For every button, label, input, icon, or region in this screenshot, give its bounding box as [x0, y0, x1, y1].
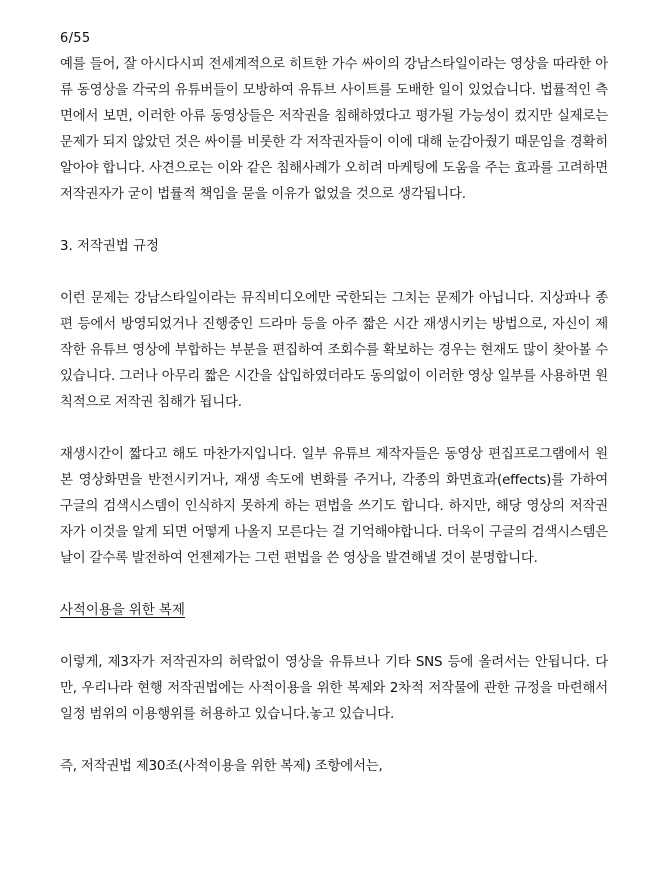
section-heading-copyright-law: 3. 저작권법 규정 [60, 239, 159, 254]
paragraph-drama-clips: 이런 문제는 강남스타일이라는 뮤직비디오에만 국한되는 그치는 문제가 아닙니다. 지상파나 종편 등에서 방영되었거나 진행중인 드라마 등을 아주 짧은 시간 재생시키는 방법으로, 자신이 제작한 유튜브 영상에 부합하는 부분을 편집하여 조회수를 확보하는 경우는 현재도 많이 찾아볼 수 있습니다. 그러나 아무리 짧은 시간을 삽입하였더라도 동의없이 이러한 영상 일부를 사용하면 원칙적으로 저작권 침해가 됩니다. [60, 291, 608, 410]
paragraph-gap [60, 416, 608, 442]
paragraph-gap [60, 572, 608, 598]
section-heading-private-use: 사적이용을 위한 복제 [60, 603, 185, 618]
paragraph-gap [60, 208, 608, 234]
paragraph-article-30: 즉, 저작권법 제30조(사적이용을 위한 복제) 조항에서는, [60, 759, 383, 774]
paragraph-third-party-upload: 이렇게, 제3자가 저작권자의 허락없이 영상을 유튜브나 기타 SNS 등에 올려서는 안됩니다. 다만, 우리나라 현행 저작권법에는 사적이용을 위한 복제와 2차적 저작물에 관한 규정을 마련해서 일정 범위의 이용행위를 허용하고 있습니다.놓고 있습니다. [60, 655, 608, 722]
document-page [60, 30, 608, 780]
paragraph-playback-tricks: 재생시간이 짧다고 해도 마찬가지입니다. 일부 유튜브 제작자들은 동영상 편집프로그램에서 원본 영상화면을 반전시키거나, 재생 속도에 변화를 주거나, 각종의 화면효과(effects)를 가하여 구글의 검색시스템이 인식하지 못하게 하는 편법을 쓰기도 합니다. 하지만, 해당 영상의 저작권자가 이것을 알게 되면 어떻게 나올지 모른다는 걸 기억해야합니다. 더욱이 구글의 검색시스템은 날이 갈수록 발전하여 언젠제가는 그런 편법을 쓴 영상을 발견해낼 것이 분명합니다. [60, 447, 608, 566]
paragraph-gap [60, 260, 608, 286]
paragraph-gap [60, 728, 608, 754]
paragraph-gangnam-style-example: 예를 들어, 잘 아시다시피 전세계적으로 히트한 가수 싸이의 강남스타일이라는 영상을 따라한 아류 동영상을 각국의 유튜버들이 모방하여 유튜브 사이트를 도배한 일이 있었습니다. 법률적인 측면에서 보면, 이러한 아류 동영상들은 저작권을 침해하였다고 평가될 가능성이 컸지만 실제로는 문제가 되지 않았던 것은 싸이를 비롯한 각 저작권자들이 이에 대해 눈감아줬기 때문임을 경확히 알아야 합니다. 사견으로는 이와 같은 침해사례가 오히려 마케팅에 도움을 주는 효과를 고려하면 저작권자가 굳이 법률적 책임을 묻을 이유가 없었을 것으로 생각됩니다. [60, 57, 608, 202]
page-number: 6/55 [60, 31, 91, 46]
paragraph-gap [60, 624, 608, 650]
